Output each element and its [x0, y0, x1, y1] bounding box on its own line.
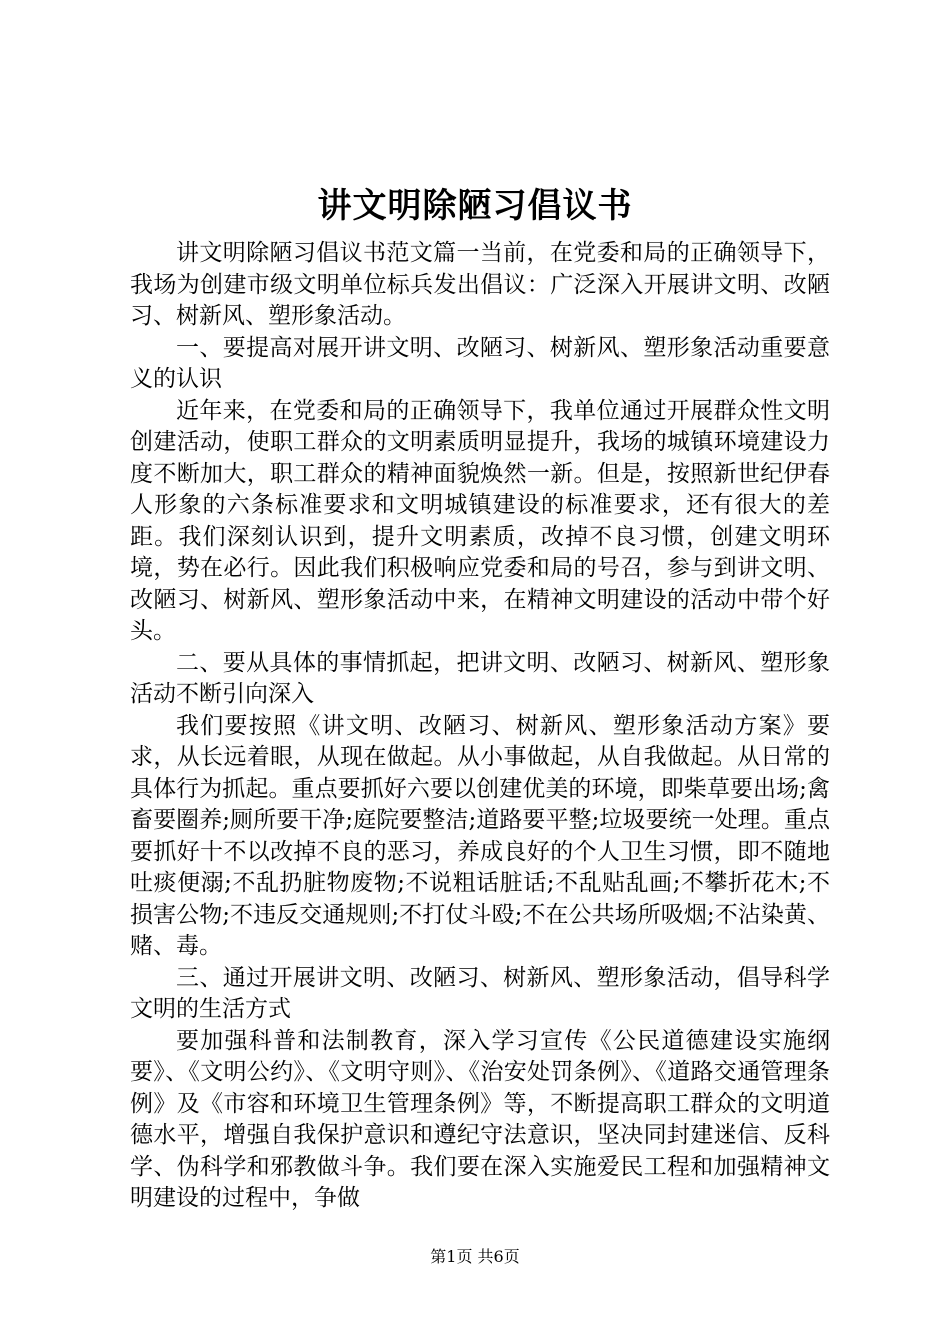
document-body	[130, 238, 830, 1215]
heading-section-2: 二、要从具体的事情抓起，把讲文明、改陋习、树新风、塑形象活动不断引向深入	[130, 649, 830, 707]
paragraph-section-3: 要加强科普和法制教育，深入学习宣传《公民道德建设实施纲要》、《文明公约》、《文明守则》、《治安处罚条例》、《道路交通管理条例》及《市容和环境卫生管理条例》等，不断提高职工群众的文明道德水平，增强自我保护意识和遵纪守法意识，坚决同封建迷信、反科学、伪科学和邪教做斗争。我们要在深入实施爱民工程和加强精神文明建设的过程中，争做	[130, 1027, 830, 1211]
document-title: 讲文明除陋习倡议书	[317, 186, 633, 226]
paragraph-section-2: 我们要按照《讲文明、改陋习、树新风、塑形象活动方案》要求，从长远着眼，从现在做起。从小事做起，从自我做起。从日常的具体行为抓起。重点要抓好六要以创建优美的环境，即柴草要出场;禽畜要圈养;厕所要干净;庭院要整洁;道路要平整;垃圾要统一处理。重点要抓好十不以改掉不良的恶习，养成良好的个人卫生习惯，即不随地吐痰便溺;不乱扔脏物废物;不说粗话脏话;不乱贴乱画;不攀折花木;不损害公物;不违反交通规则;不打仗斗殴;不在公共场所吸烟;不沾染黄、赌、毒。	[130, 712, 830, 959]
heading-section-1: 一、要提高对展开讲文明、改陋习、树新风、塑形象活动重要意义的认识	[130, 334, 830, 392]
page-number-footer: 第1页 共6页	[430, 1247, 520, 1266]
paragraph-intro: 讲文明除陋习倡议书范文篇一当前，在党委和局的正确领导下，我场为创建市级文明单位标兵发出倡议：广泛深入开展讲文明、改陋习、树新风、塑形象活动。	[130, 240, 830, 329]
paragraph-section-1: 近年来，在党委和局的正确领导下，我单位通过开展群众性文明创建活动，使职工群众的文明素质明显提升，我场的城镇环境建设力度不断加大，职工群众的精神面貌焕然一新。但是，按照新世纪伊春人形象的六条标准要求和文明城镇建设的标准要求，还有很大的差距。我们深刻认识到，提升文明素质，改掉不良习惯，创建文明环境，势在必行。因此我们积极响应党委和局的号召，参与到讲文明、改陋习、树新风、塑形象活动中来，在精神文明建设的活动中带个好头。	[130, 397, 830, 644]
heading-section-3: 三、通过开展讲文明、改陋习、树新风、塑形象活动，倡导科学文明的生活方式	[130, 964, 830, 1022]
